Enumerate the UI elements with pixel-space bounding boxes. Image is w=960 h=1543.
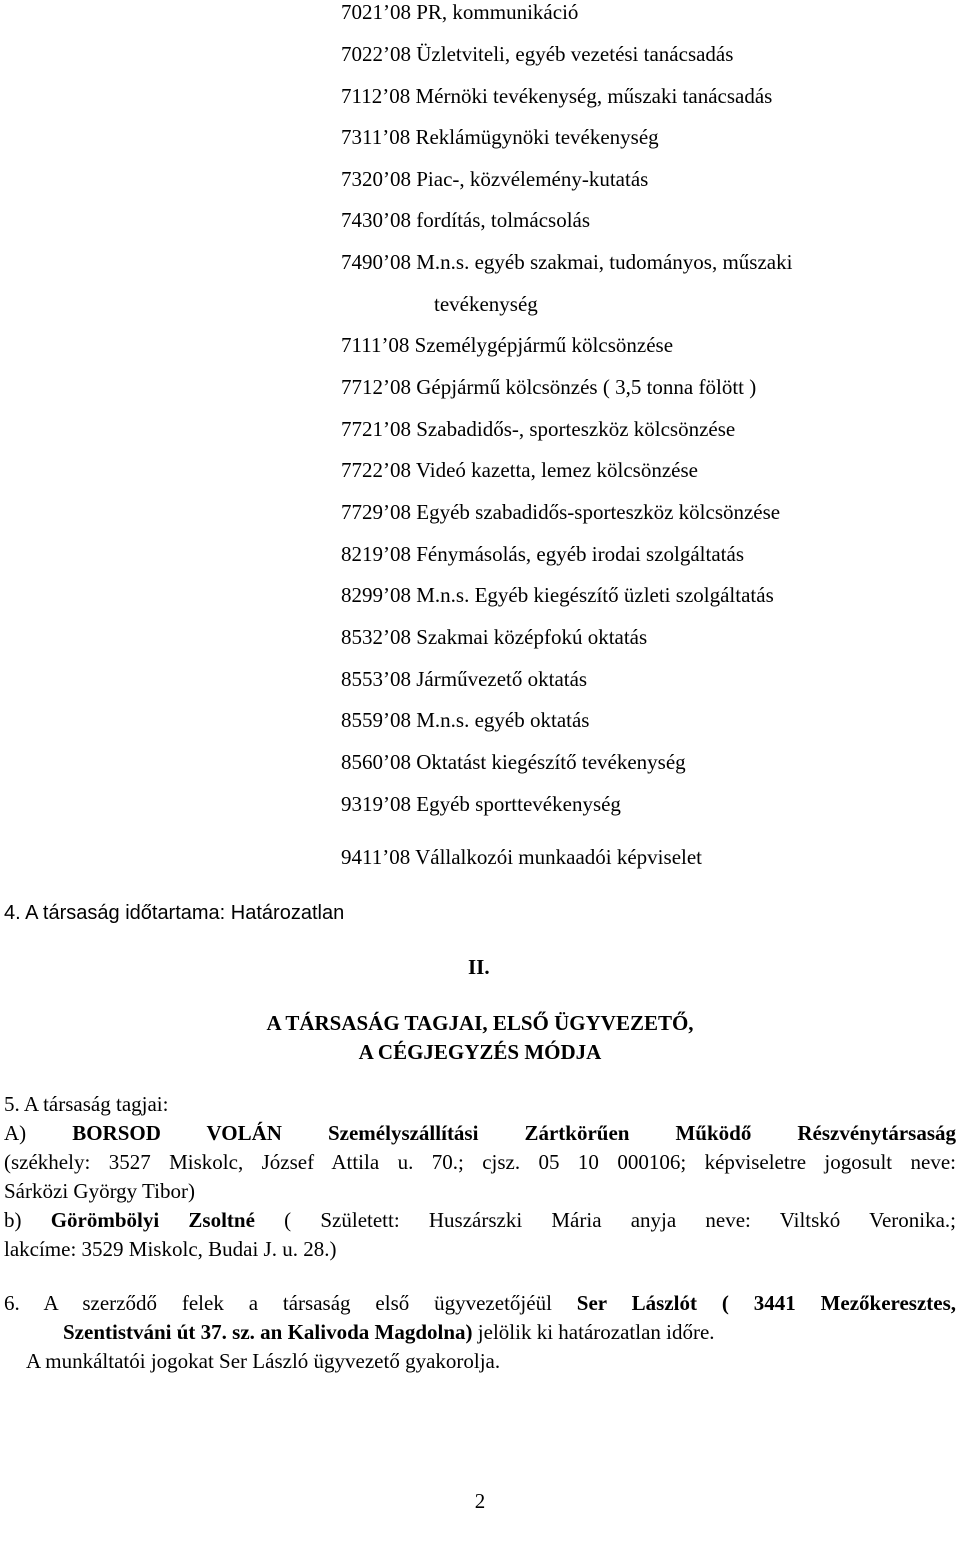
activity-item: 7721’08 Szabadidős-, sporteszköz kölcsönzése (341, 417, 736, 441)
member-b-line (4, 1210, 956, 1231)
manager-line1 (4, 1293, 956, 1314)
activity-item: 8559’08 M.n.s. egyéb oktatás (341, 708, 590, 732)
member-a-details: (székhely: 3527 Miskolc, József Attila u. 70.; cjsz. 05 10 000106; képviseletre jogosult neve: (4, 1150, 956, 1174)
activity-item: 8553’08 Járművezető oktatás (341, 667, 588, 691)
activity-item: 7022’08 Üzletviteli, egyéb vezetési tanácsadás (341, 42, 734, 66)
member-b-details: ( Született: Huszárszki Mária anyja neve: Viltskó Veronika.; (284, 1208, 957, 1232)
activity-item: 9319’08 Egyéb sporttevékenység (341, 792, 621, 816)
member-b-name: Görömbölyi Zsoltné (50, 1208, 255, 1232)
activity-item: 7112’08 Mérnöki tevékenység, műszaki tanácsadás (341, 84, 773, 108)
activity-item: 8299’08 M.n.s. Egyéb kiegészítő üzleti szolgáltatás (341, 583, 774, 607)
page-number: 2 (474, 1489, 486, 1513)
member-a-line (4, 1123, 956, 1144)
section-title-line2: A CÉGJEGYZÉS MÓDJA (358, 1040, 602, 1064)
member-a-name: BORSOD VOLÁN Személyszállítási Zártkörűen Működő Részvénytársaság (72, 1121, 957, 1145)
members-heading: 5. A társaság tagjai: (4, 1092, 169, 1116)
member-a-prefix: A) (4, 1121, 27, 1145)
activity-item: 8560’08 Oktatást kiegészítő tevékenység (341, 750, 686, 774)
activity-item: 7712’08 Gépjármű kölcsönzés ( 3,5 tonna fölött ) (341, 375, 757, 399)
manager-address-cont: Szentistváni út 37. sz. an Kalivoda Magdolna) (63, 1320, 473, 1344)
section-numeral: II. (468, 955, 490, 979)
activity-item-continuation: tevékenység (434, 292, 538, 316)
activity-item: 8532’08 Szakmai középfokú oktatás (341, 625, 648, 649)
activity-item: 7311’08 Reklámügynöki tevékenység (341, 125, 659, 149)
manager-intro: 6. A szerződő felek a társaság első ügyvezetőjéül (4, 1291, 552, 1315)
activity-item: 7490’08 M.n.s. egyéb szakmai, tudományos, műszaki (341, 250, 793, 274)
member-b-prefix: b) (4, 1208, 22, 1232)
activity-item: 7729’08 Egyéb szabadidős-sporteszköz kölcsönzése (341, 500, 781, 524)
activity-item: 9411’08 Vállalkozói munkaadói képviselet (341, 845, 702, 869)
activity-item: 7021’08 PR, kommunikáció (341, 0, 579, 24)
activity-item: 7722’08 Videó kazetta, lemez kölcsönzése (341, 458, 698, 482)
member-b-address: lakcíme: 3529 Miskolc, Budai J. u. 28.) (4, 1237, 337, 1261)
employer-rights: A munkáltatói jogokat Ser László ügyvezető gyakorolja. (26, 1349, 501, 1373)
duration-statement: 4. A társaság időtartama: Határozatlan (4, 902, 345, 924)
activity-item: 7111’08 Személygépjármű kölcsönzése (341, 333, 674, 357)
activity-item: 7430’08 fordítás, tolmácsolás (341, 208, 591, 232)
section-title-line1: A TÁRSASÁG TAGJAI, ELSŐ ÜGYVEZETŐ, (266, 1011, 694, 1035)
manager-suffix: jelölik ki határozatlan időre. (477, 1320, 715, 1344)
manager-name-address: Ser Lászlót ( 3441 Mezőkeresztes, (576, 1291, 957, 1315)
activity-item: 8219’08 Fénymásolás, egyéb irodai szolgáltatás (341, 542, 744, 566)
member-a-representative: Sárközi György Tibor) (4, 1179, 195, 1203)
activity-item: 7320’08 Piac-, közvélemény-kutatás (341, 167, 649, 191)
manager-line2 (63, 1322, 715, 1343)
